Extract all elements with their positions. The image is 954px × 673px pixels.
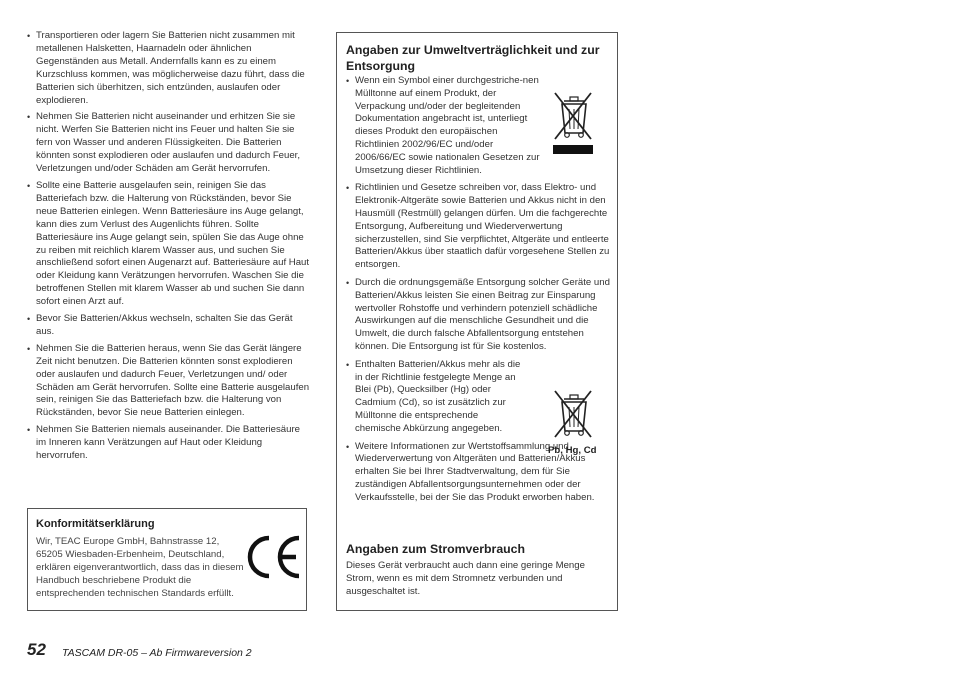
- footer-title: TASCAM DR-05 – Ab Firmwareversion 2: [62, 647, 252, 659]
- crossed-out-bin-icon: [549, 387, 597, 439]
- conformity-box: [27, 508, 307, 611]
- list-item: • Richtlinien und Gesetze schreiben vor, dass Elektro- und Elektronik-Altgeräte sowie Batterien und Akkus nicht in den Hausmüll (Restmüll) gelangen dürfen. Um die fachgerechte Entsorgung, Aufbereitung und Wiederverwertung sicherzustellen, sind Sie verpflichtet, Altgeräte und entleerte Batterien/Akkus über staatlich dafür vorgesehene Stellen zu entsorgen.: [346, 182, 612, 272]
- crossed-out-bin-icon: [549, 89, 597, 155]
- list-item: • Sollte eine Batterie ausgelaufen sein, reinigen Sie das Batteriefach bzw. die Halterung von Rückständen, bevor Sie neue Batterien einlegen. Wenn Batteriesäure ins Auge gelangt, kann dies zum Verlust des Augenlichts führen. Sollte Batteriesäure ins Auge gelangt sein, spülen Sie das Auge ohne zu reiben mit reichlich klarem Wasser aus, und suchen Sie anschließend sofort einen Augenarzt auf. Batteriesäure auf Haut oder Kleidung kann Verätzungen hervorrufen. Waschen Sie die betroffenen Stellen mit klarem Wasser ab und suchen Sie dann sofort einen Arzt auf.: [27, 180, 310, 309]
- power-consumption-title: Angaben zum Stromverbrauch: [346, 542, 526, 556]
- chemical-symbols-label: Pb, Hg, Cd: [548, 445, 597, 456]
- safety-bullet-list: [27, 30, 310, 463]
- power-consumption-text: Dieses Gerät verbraucht auch dann eine geringe Menge Strom, wenn es mit dem Stromnetz verbunden und ausgeschaltet ist.: [346, 560, 585, 597]
- ce-mark-icon: [245, 533, 303, 581]
- conformity-text: Wir, TEAC Europe GmbH, Bahnstrasse 12, 65205 Wiesbaden-Erbenheim, Deutschland, erklären eigenverantwortlich, dass das in diesem Handbuch beschriebene Produkt die entsprechenden technischen Standards erfüllt.: [36, 536, 244, 599]
- environment-box: [336, 32, 618, 611]
- list-item: • Bevor Sie Batterien/Akkus wechseln, schalten Sie das Gerät aus.: [27, 313, 310, 339]
- page-number: 52: [27, 640, 46, 659]
- list-item: • Nehmen Sie Batterien niemals auseinander. Die Batteriesäure im Inneren kann Verätzungen auf Haut oder Kleidung hervorrufen.: [27, 424, 310, 463]
- list-item: • Transportieren oder lagern Sie Batterien nicht zusammen mit metallenen Halsketten, Haarnadeln oder ähnlichen Gegenständen aus Metall. Andernfalls kann es zu einem Kurzschluss kommen, was möglicherweise dazu führt, dass die Batterien sich überhitzen, sich entzünden, auslaufen oder explodieren.: [27, 30, 310, 107]
- environment-title: Angaben zur Umweltverträglichkeit und zur Entsorgung: [346, 43, 600, 73]
- list-item: • Nehmen Sie die Batterien heraus, wenn Sie das Gerät längere Zeit nicht benutzen. Die Batterien könnten sonst explodieren oder auslaufen und dadurch Feuer, Verletzungen und/ oder Schäden am Gerät hervorrufen. Sollte eine Batterie ausgelaufen sein, reinigen Sie das Batteriefach bzw. die Halterung von Rückständen, bevor Sie neue Batterien einlegen.: [27, 343, 310, 420]
- list-item: • Enthalten Batterien/Akkus mehr als die in der Richtlinie festgelegte Menge an Blei (Pb), Quecksilber (Hg) oder Cadmium (Cd), so ist zusätzlich zur Mülltonne die entsprechende chemische Abkürzung angegeben.: [346, 359, 525, 436]
- left-column: [27, 30, 310, 467]
- list-item: • Nehmen Sie Batterien nicht auseinander und erhitzen Sie sie nicht. Werfen Sie Batterien nicht ins Feuer und halten Sie sie fern von Wasser und anderen Flüssigkeiten. Die Batterien könnten sonst explodieren oder auslaufen und dadurch Feuer, Verletzungen und/oder Schäden am Gerät hervorrufen.: [27, 111, 310, 176]
- list-item: • Wenn ein Symbol einer durchgestriche-nen Mülltonne auf einem Produkt, der Verpackung und/oder der begleitenden Dokumentation angebracht ist, unterliegt dieses Produkt den europäischen Richtlinien 2002/96/EC und/oder 2006/66/EC sowie nationalen Gesetzen zur Umsetzung dieser Richtlinien.: [346, 75, 543, 177]
- conformity-title: Konformitätserklärung: [36, 518, 155, 530]
- list-item: • Weitere Informationen zur Wertstoffsammlung und Wiederverwertung von Altgeräten und Batterien/Akkus erhalten Sie bei Ihrer Stadtverwaltung, dem für Sie zuständigen Abfallentsorgungsunternehmen oder der Verkaufsstelle, bei der Sie das Produkt erworben haben.: [346, 441, 612, 505]
- list-item: • Durch die ordnungsgemäße Entsorgung solcher Geräte und Batterien/Akkus leisten Sie einen Beitrag zur Einsparung wertvoller Rohstoffe und verhindern potenziell schädliche Auswirkungen auf die menschliche Gesundheit und die Umwelt, die durch falsche Abfallentsorgung entstehen können. Die Entsorgung ist für Sie kostenlos.: [346, 277, 612, 354]
